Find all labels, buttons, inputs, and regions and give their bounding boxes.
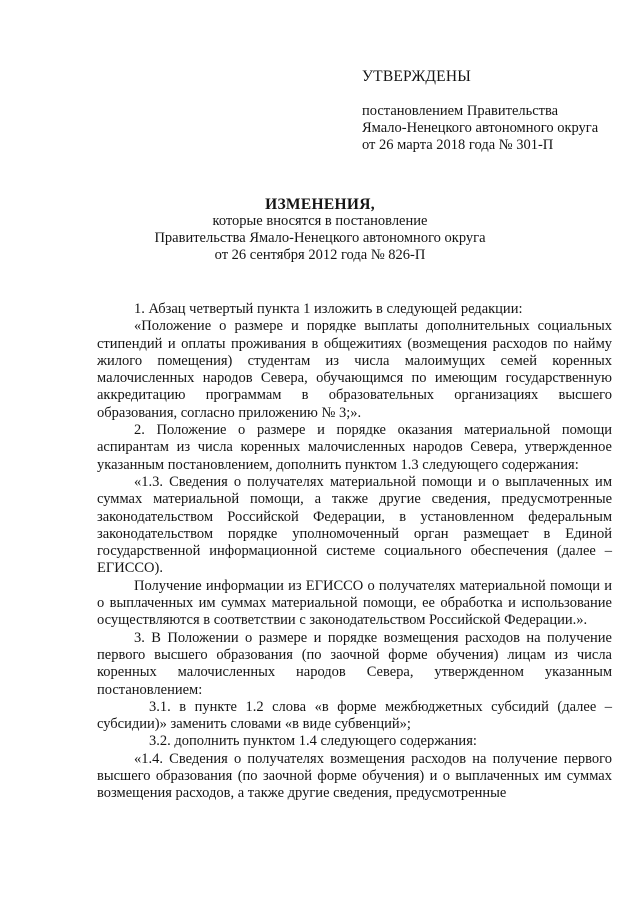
approval-line: постановлением Правительства [362, 103, 559, 119]
paragraph-item-2: 2. Положение о размере и порядке оказания материальной помощи аспирантам из числа коренных малочисленных народов Севера, утвержденное указанным постановлением, дополнить пунктом 1.3 следующего содержания: [97, 422, 612, 473]
approval-block [362, 68, 602, 154]
heading-line: Правительства Ямало-Ненецкого автономного округа [154, 230, 486, 246]
document-body [97, 301, 612, 803]
paragraph-quote-1-3: «1.3. Сведения о получателях материальной помощи и о выплаченных им суммах материальной помощи, а также другие сведения, предусмотренные законодательством Российской Федерации, в установленном федеральным законодательством порядке уполномоченный орган размещает в Единой государственной информационной системе социального обеспечения (далее – ЕГИССО). [97, 473, 612, 577]
paragraph-item-1: 1. Абзац четвертый пункта 1 изложить в следующей редакции: [134, 301, 523, 317]
approval-line: Ямало-Ненецкого автономного округа [362, 120, 599, 136]
paragraph-item-3-2: 3.2. дополнить пунктом 1.4 следующего содержания: [149, 733, 477, 750]
paragraph-quote-1: «Положение о размере и порядке выплаты дополнительных социальных стипендий и оплаты проживания в общежитиях (возмещения расходов по найму жилого помещения) студентам из числа малоимущих семей коренных малочисленных народов Севера, обучающимся по имеющим государственную аккредитацию программам в образовательных организациях высшего образования, согласно приложению № 3;». [97, 318, 612, 421]
paragraph-item-3: 3. В Положении о размере и порядке возмещения расходов на получение первого высшего образования (по заочной форме обучения) лицам из числа коренных малочисленных народов Севера, утвержденном указанным постановлением: [97, 629, 612, 698]
paragraph-item-3-1: 3.1. в пункте 1.2 слова «в форме межбюджетных субсидий (далее – субсидии)» заменить словами «в виде субвенций»; [97, 698, 612, 733]
paragraph-egisso: Получение информации из ЕГИССО о получателях материальной помощи и о выплаченных им суммах материальной помощи, ее обработка и использование осуществляются в соответствии с законодательством Российской Федерации.». [97, 577, 612, 629]
document-heading [110, 196, 530, 264]
heading-line: от 26 сентября 2012 года № 826-П [214, 247, 426, 263]
paragraph-quote-1-4: «1.4. Сведения о получателях возмещения расходов на получение первого высшего образования (по заочной форме обучения) и о выплаченных им суммах возмещения расходов, а также другие сведения, предусмотренные [97, 750, 612, 802]
approval-title: УТВЕРЖДЕНЫ [362, 68, 471, 85]
heading-line: которые вносятся в постановление [212, 213, 428, 229]
heading-title: ИЗМЕНЕНИЯ, [265, 196, 375, 213]
approval-line: от 26 марта 2018 года № 301-П [362, 137, 554, 153]
